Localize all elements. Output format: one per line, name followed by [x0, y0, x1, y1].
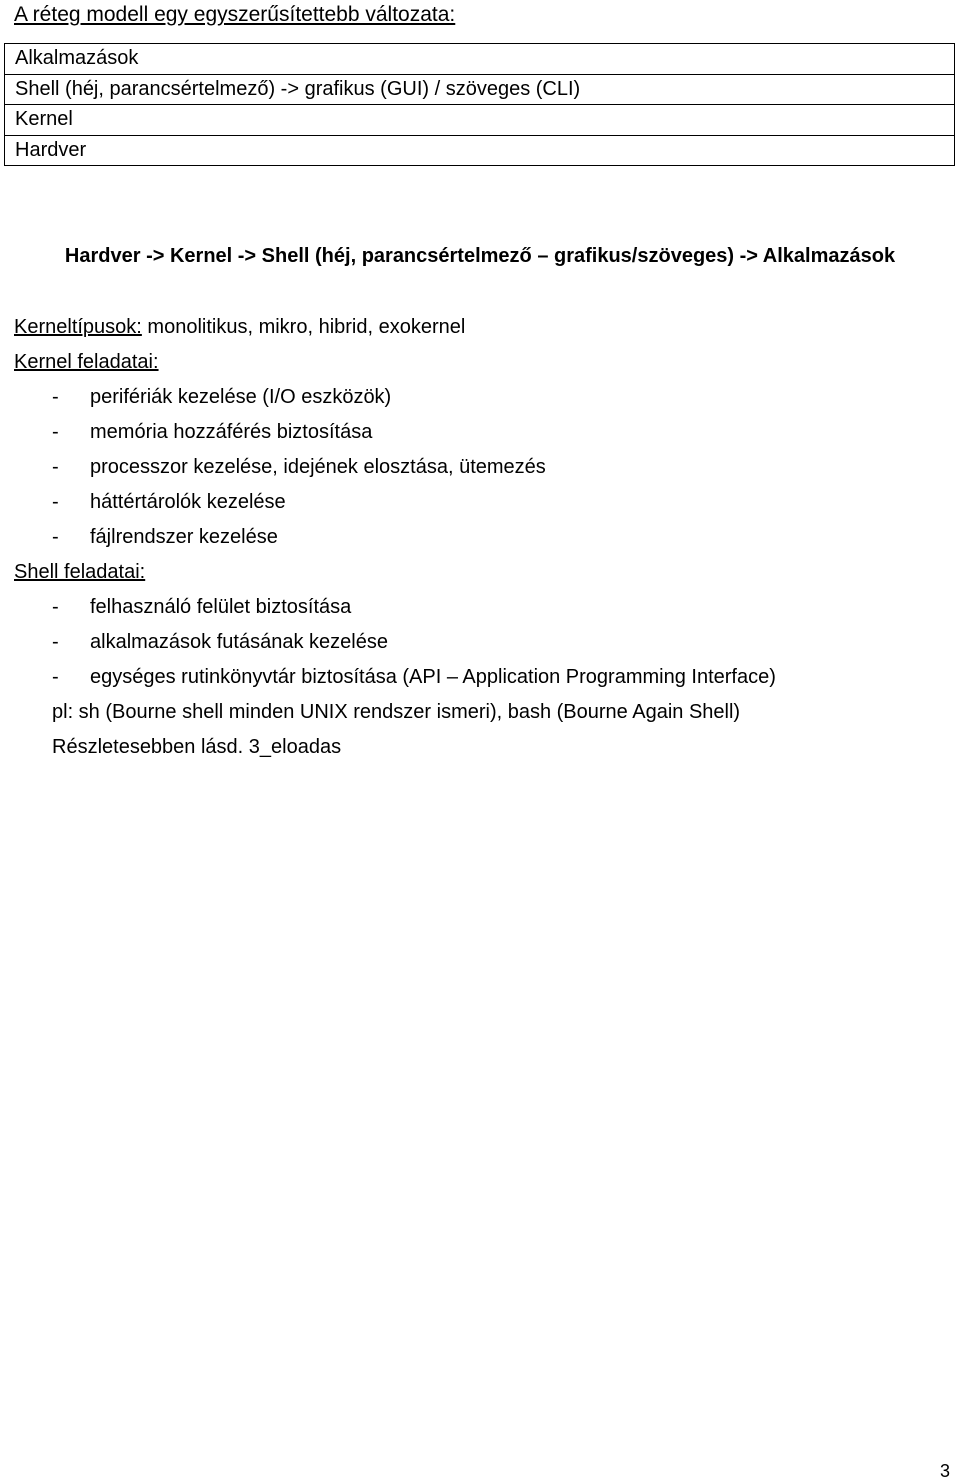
- kernel-task-item: - fájlrendszer kezelése: [52, 526, 278, 548]
- kernel-task-text: fájlrendszer kezelése: [90, 526, 278, 548]
- layer-model-table: [4, 43, 955, 166]
- layer-row: [5, 105, 955, 136]
- shell-tasks-label: Shell feladatai:: [14, 561, 146, 583]
- shell-task-text: felhasználó felület biztosítása: [90, 596, 352, 618]
- shell-task-item: - felhasználó felület biztosítása: [52, 596, 352, 618]
- layer-flow-line: Hardver -> Kernel -> Shell (héj, parancsértelmező – grafikus/szöveges) -> Alkalmazások: [64, 245, 896, 267]
- layer-cell-hardware: Hardver: [5, 135, 955, 166]
- layer-row: [5, 44, 955, 75]
- kernel-task-text: perifériák kezelése (I/O eszközök): [90, 386, 392, 408]
- kernel-task-item: - memória hozzáférés biztosítása: [52, 421, 373, 443]
- kernel-task-text: processzor kezelése, idejének elosztása, ütemezés: [90, 456, 546, 478]
- shell-task-item: - egységes rutinkönyvtár biztosítása (API – Application Programming Interface): [52, 666, 776, 688]
- page-number: 3: [939, 1461, 950, 1481]
- layer-row: [5, 135, 955, 166]
- page-heading: A réteg modell egy egyszerűsítettebb változata:: [14, 3, 456, 26]
- kernel-types-label: Kerneltípusok:: [14, 316, 142, 338]
- shell-task-text: alkalmazások futásának kezelése: [90, 631, 388, 653]
- shell-example-line: pl: sh (Bourne shell minden UNIX rendszer ismeri), bash (Bourne Again Shell): [52, 701, 741, 723]
- reference-line: Részletesebben lásd. 3_eloadas: [52, 736, 342, 758]
- shell-task-text: egységes rutinkönyvtár biztosítása (API – Application Programming Interface): [90, 666, 776, 688]
- layer-cell-applications: Alkalmazások: [5, 44, 955, 75]
- kernel-types-value: monolitikus, mikro, hibrid, exokernel: [141, 316, 466, 338]
- kernel-task-item: - processzor kezelése, idejének elosztása, ütemezés: [52, 456, 546, 478]
- kernel-task-text: memória hozzáférés biztosítása: [90, 421, 373, 443]
- kernel-task-item: - háttértárolók kezelése: [52, 491, 286, 513]
- kernel-task-text: háttértárolók kezelése: [90, 491, 286, 513]
- kernel-task-item: - perifériák kezelése (I/O eszközök): [52, 386, 392, 408]
- kernel-tasks-label: Kernel feladatai:: [14, 351, 159, 373]
- layer-row: [5, 74, 955, 105]
- shell-task-item: - alkalmazások futásának kezelése: [52, 631, 388, 653]
- layer-cell-shell: Shell (héj, parancsértelmező) -> grafikus (GUI) / szöveges (CLI): [5, 74, 955, 105]
- kernel-types-line: [14, 313, 465, 341]
- layer-cell-kernel: Kernel: [5, 105, 955, 136]
